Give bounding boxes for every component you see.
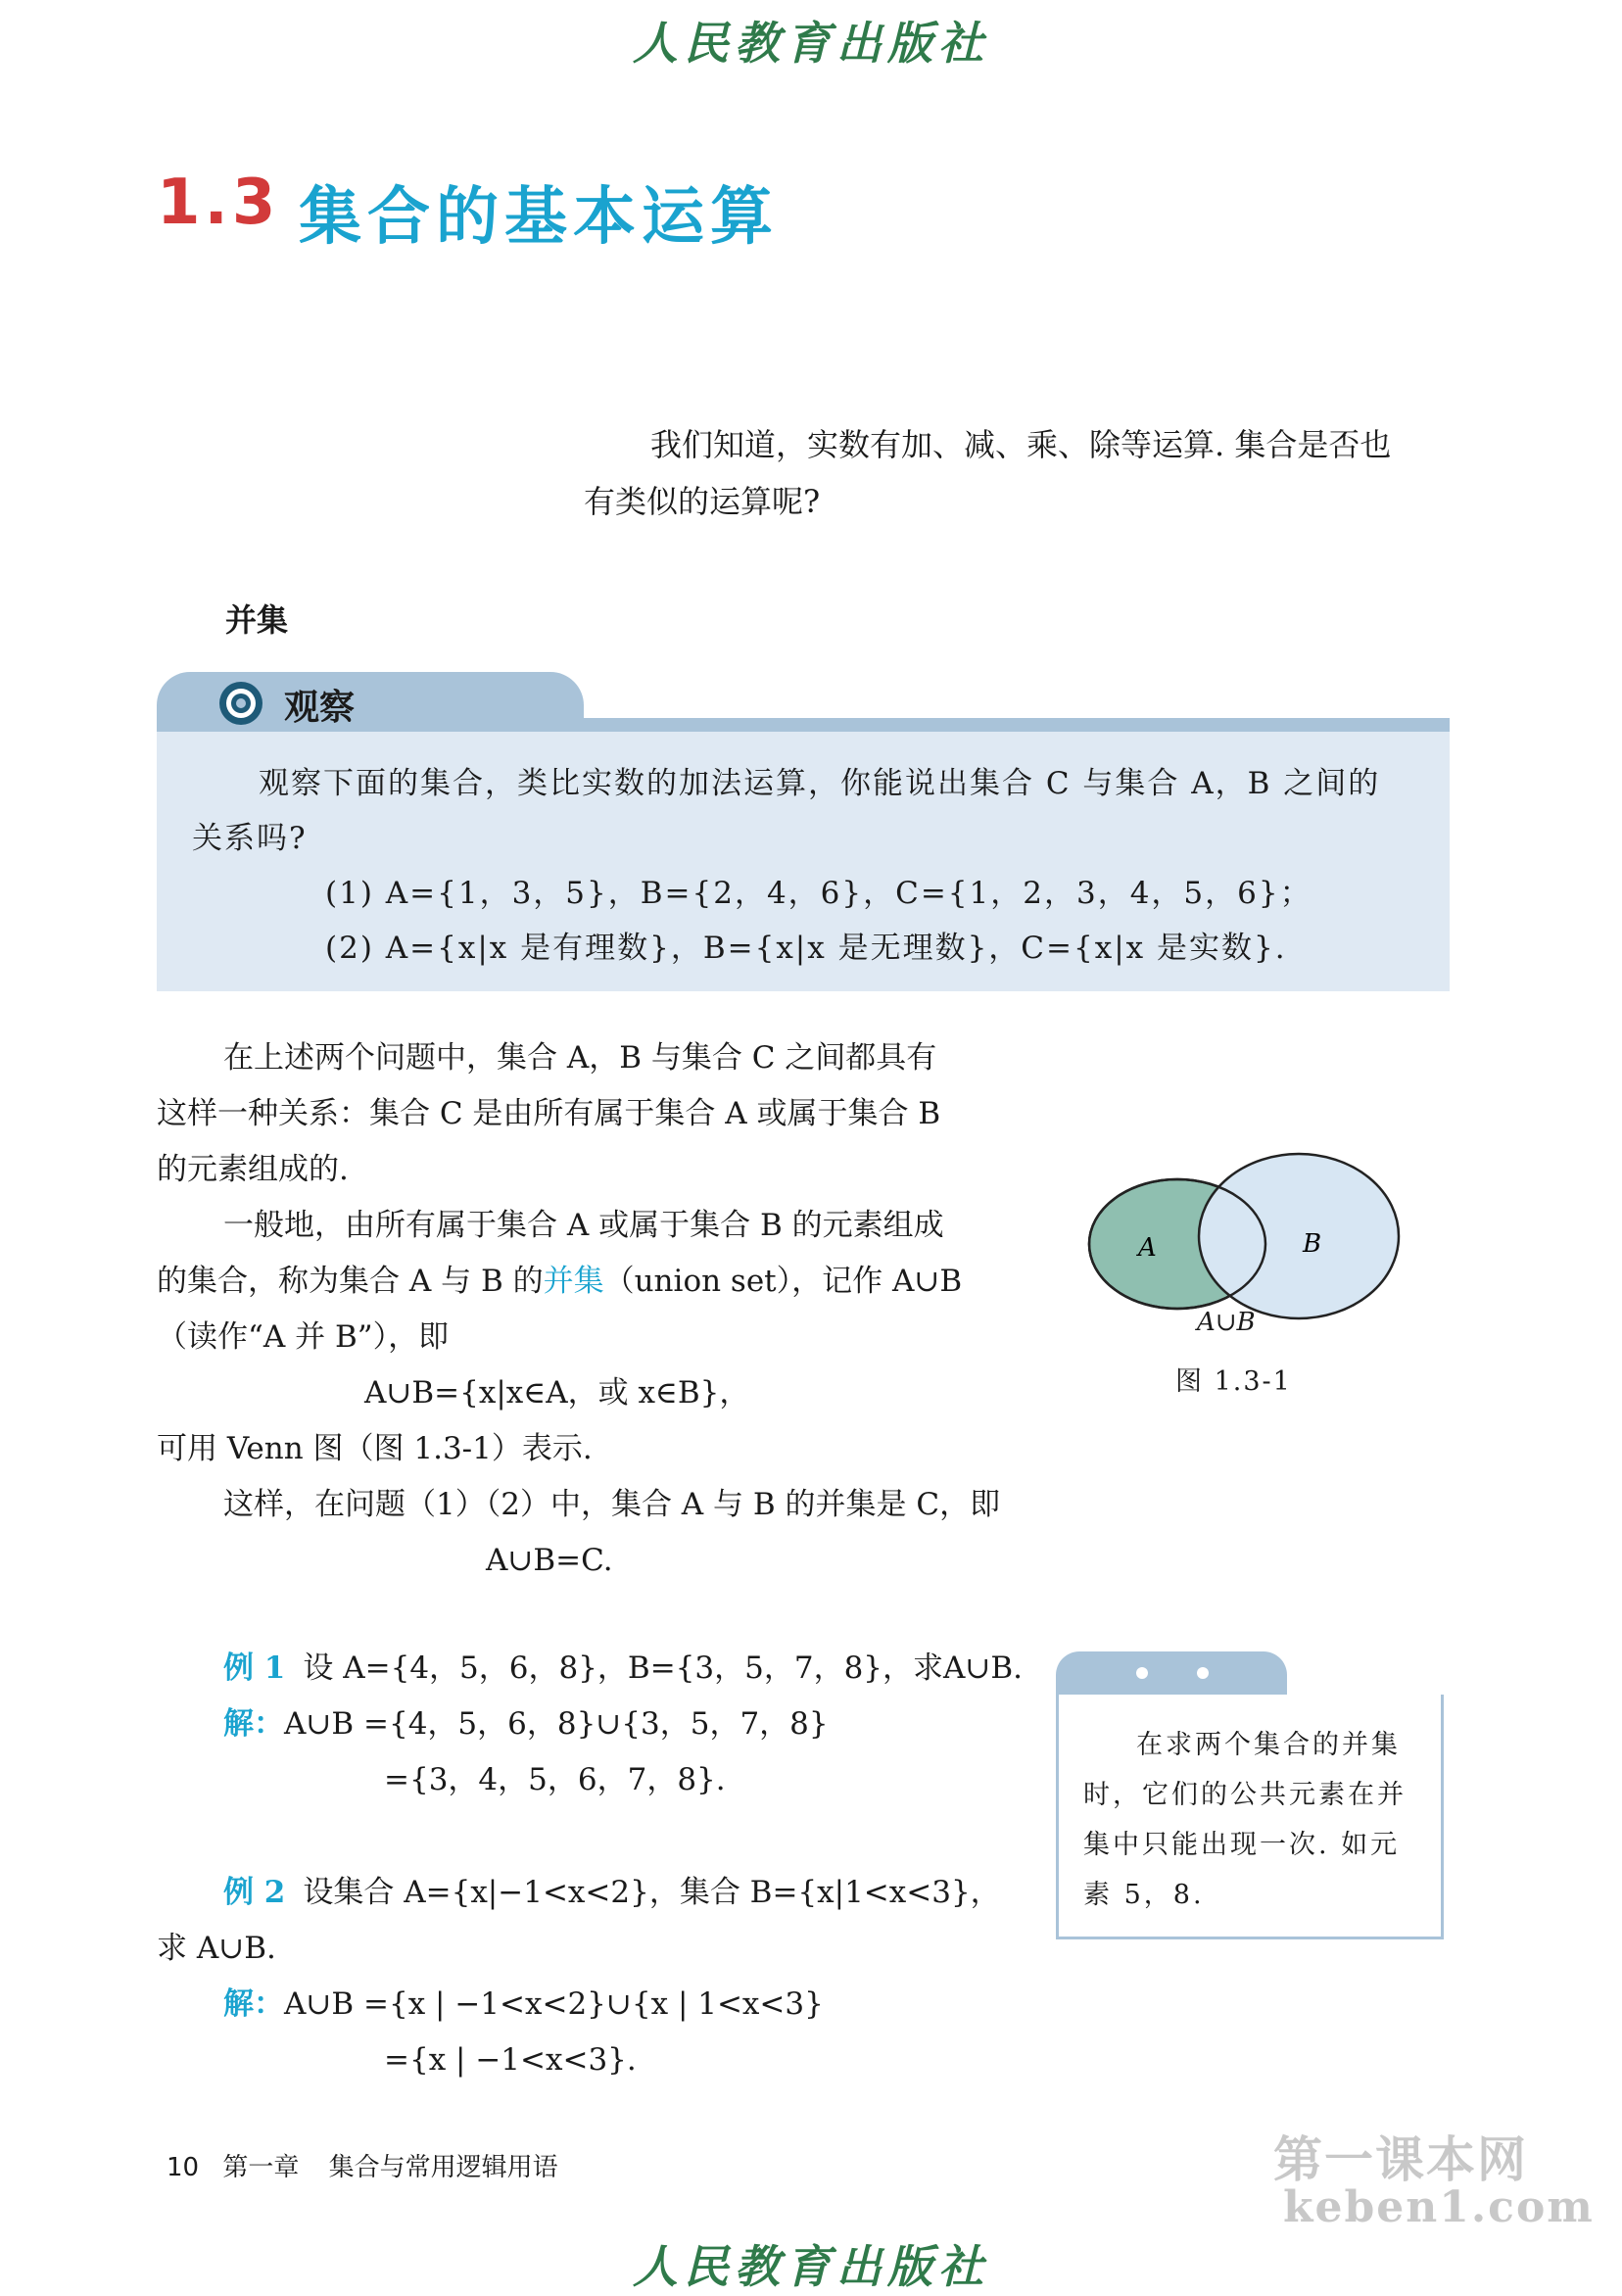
intro-line: 我们知道，实数有加、减、乘、除等运算. 集合是否也 [650,426,1392,463]
body-text: （union set），记作 A∪B [603,1264,963,1299]
example-line [157,1865,1001,1921]
solution-step: A∪B ={x | −1<x<2}∪{x | 1<x<3} [284,1986,824,2022]
example-label: 例 1 [223,1650,286,1686]
watermark-title: 第一课本网 [1273,2131,1528,2188]
body-line: 这样，在问题（1）（2）中，集合 A 与 B 的并集是 C，即 [223,1487,1001,1522]
example-line [223,1641,1023,1697]
observe-line: 观察下面的集合，类比实数的加法运算，你能说出集合 C 与集合 A，B 之间的 [259,766,1381,801]
solution-label: 解： [223,1706,284,1742]
example-label: 例 2 [223,1875,286,1910]
body-paragraph-1 [157,1030,1019,1198]
intro-line: 有类似的运算呢? [584,483,821,520]
example-2 [157,1865,1001,2088]
venn-union-label: A∪B [1197,1308,1256,1337]
solution-step: A∪B ={4，5，6，8}∪{3，5，7，8} [284,1706,829,1742]
page-footer [167,2147,558,2183]
solution-label: 解： [223,1986,284,2022]
intro-paragraph [584,416,1446,530]
body-line [157,1254,1019,1310]
target-icon [217,680,264,727]
example-statement: 设 A={4，5，6，8}，B={3，5，7，8}，求A∪B. [303,1650,1024,1686]
example-1 [223,1641,1023,1808]
venn-label-a: A [1138,1233,1157,1263]
chapter-label: 第一章 [222,2153,300,2182]
watermark-url: keben1.com [1283,2182,1595,2232]
body-line: （读作“A 并 B”），即 [157,1319,450,1355]
note-line: 素 5，8. [1083,1880,1205,1910]
section-title: 集合的基本运算 [299,181,779,254]
example-statement: 设集合 A={x|−1<x<2}，集合 B={x|1<x<3}， [303,1875,1001,1910]
publisher-footer: 人民教育出版社 [633,2240,989,2293]
body-line: 一般地，由所有属于集合 A 或属于集合 B 的元素组成 [223,1208,944,1243]
body-line: 这样一种关系：集合 C 是由所有属于集合 A 或属于集合 B [157,1096,941,1131]
note-tab [1056,1651,1287,1695]
note-text [1083,1720,1416,1920]
example-line [223,1697,1023,1752]
term-union-set: 并集 [543,1264,604,1299]
observe-text [192,756,1426,976]
page-number: 10 [167,2153,200,2182]
observe-item: (2) A={x|x 是有理数}，B={x|x 是无理数}，C={x|x 是实数}. [325,931,1287,966]
chapter-title: 集合与常用逻辑用语 [328,2153,558,2182]
body-line: 在上述两个问题中，集合 A，B 与集合 C 之间都具有 [223,1040,937,1076]
publisher-header: 人民教育出版社 [633,17,989,70]
example-line [157,1977,1001,2033]
venn-label-b: B [1303,1229,1322,1259]
note-dot [1136,1667,1148,1679]
body-paragraph-2 [157,1198,1019,1589]
note-dot [1197,1667,1209,1679]
body-line: 可用 Venn 图（图 1.3-1）表示. [157,1431,593,1466]
union-result-formula: A∪B=C. [486,1543,613,1578]
section-number: 1.3 [157,167,280,239]
observe-label: 观察 [284,688,356,728]
note-line: 集中只能出现一次. 如元 [1083,1830,1401,1860]
solution-step: ={x | −1<x<3}. [384,2042,637,2078]
body-line: 的元素组成的. [157,1152,349,1187]
note-line: 时，它们的公共元素在并 [1083,1780,1407,1810]
union-formula: A∪B={x|x∈A，或 x∈B}， [364,1375,750,1411]
solution-step: ={3，4，5，6，7，8}. [384,1762,726,1797]
note-line: 在求两个集合的并集 [1136,1730,1401,1760]
figure-caption: 图 1.3-1 [1175,1366,1292,1397]
body-text: 的集合，称为集合 A 与 B 的 [157,1264,544,1299]
example-statement: 求 A∪B. [157,1931,276,1966]
subheading-union: 并集 [225,601,289,639]
observe-item: (1) A={1，3，5}，B={2，4，6}，C={1，2，3，4，5，6}； [325,876,1312,911]
observe-line: 关系吗? [192,821,308,856]
